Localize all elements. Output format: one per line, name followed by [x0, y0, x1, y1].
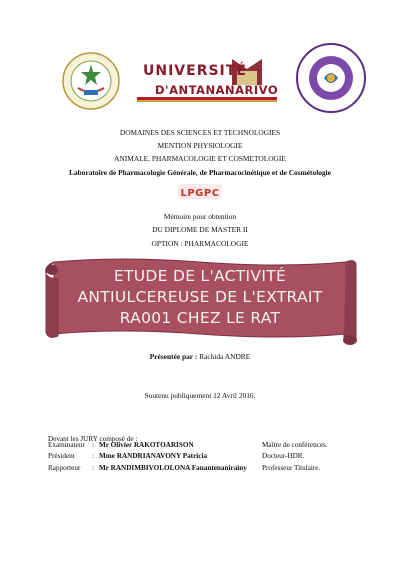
- jury-role: Rapporteur: [48, 464, 81, 472]
- option-line: OPTION : PHARMACOLOGIE: [151, 239, 249, 248]
- jury-role: Examinateur: [48, 441, 85, 449]
- jury-sep: :: [92, 452, 94, 460]
- faculty-of-sciences-logo: [295, 42, 367, 114]
- specialty-line: ANIMALE, PHARMACOLOGIE ET COSMETOLOGIE: [114, 154, 286, 163]
- laboratory-line: Laboratoire de Pharmacologie Générale, de Pharmacocinétique et de Cosmétologie: [69, 168, 331, 177]
- jury-row-rapporteur: [0, 463, 400, 474]
- thesis-title-line1: ETUDE DE L'ACTIVITÉ: [113, 267, 287, 285]
- jury-intro: Devant les JURY composé de :: [48, 435, 138, 443]
- university-seal-logo: [60, 50, 122, 112]
- presented-by: [0, 352, 400, 361]
- thesis-title-line2: ANTIULCEREUSE DE L'EXTRAIT: [77, 288, 323, 306]
- jury-row-examinateur: [0, 440, 400, 451]
- jury-row-president: [0, 451, 400, 462]
- jury-role: Président: [48, 452, 75, 460]
- memoire-line: Mémoire pour obtention: [163, 212, 237, 221]
- thesis-title-line3: RA001 CHEZ LE RAT: [119, 309, 281, 327]
- jury-member-name: Mr Olivier RAKOTOARISON: [99, 441, 194, 449]
- jury-sep: :: [92, 441, 94, 449]
- jury-member-title: Maître de conférences.: [262, 441, 328, 449]
- presenter-name: Rachida ANDRE: [199, 352, 251, 361]
- university-name-line1: UNIVERSITÉ: [143, 63, 247, 79]
- jury-member-name: Mme RANDRIANAVONY Patricia: [99, 452, 208, 460]
- presented-by-label: Présentée par :: [149, 352, 198, 361]
- diploma-line: DU DIPLOME DE MASTER II: [152, 225, 248, 234]
- jury-member-title: Docteur-HDR.: [262, 452, 305, 460]
- university-antananarivo-logo: [137, 55, 277, 115]
- jury-member-name: Mr RANDIMBIVOLOLONA Fanantenanirainy: [99, 464, 247, 472]
- jury-sep: :: [92, 464, 94, 472]
- domain-line: DOMAINES DES SCIENCES ET TECHNOLOGIES: [119, 128, 281, 137]
- defense-date: Soutenu publiquement 12 Avril 2016.: [144, 391, 256, 400]
- mention-line: MENTION PHYSIOLOGIE: [157, 141, 243, 150]
- lpgpc-badge: [178, 184, 222, 199]
- jury-member-title: Professeur Titulaire.: [262, 464, 321, 472]
- university-name-line2: D'ANTANANARIVO: [155, 83, 279, 97]
- lpgpc-text: LPGPC: [180, 188, 220, 199]
